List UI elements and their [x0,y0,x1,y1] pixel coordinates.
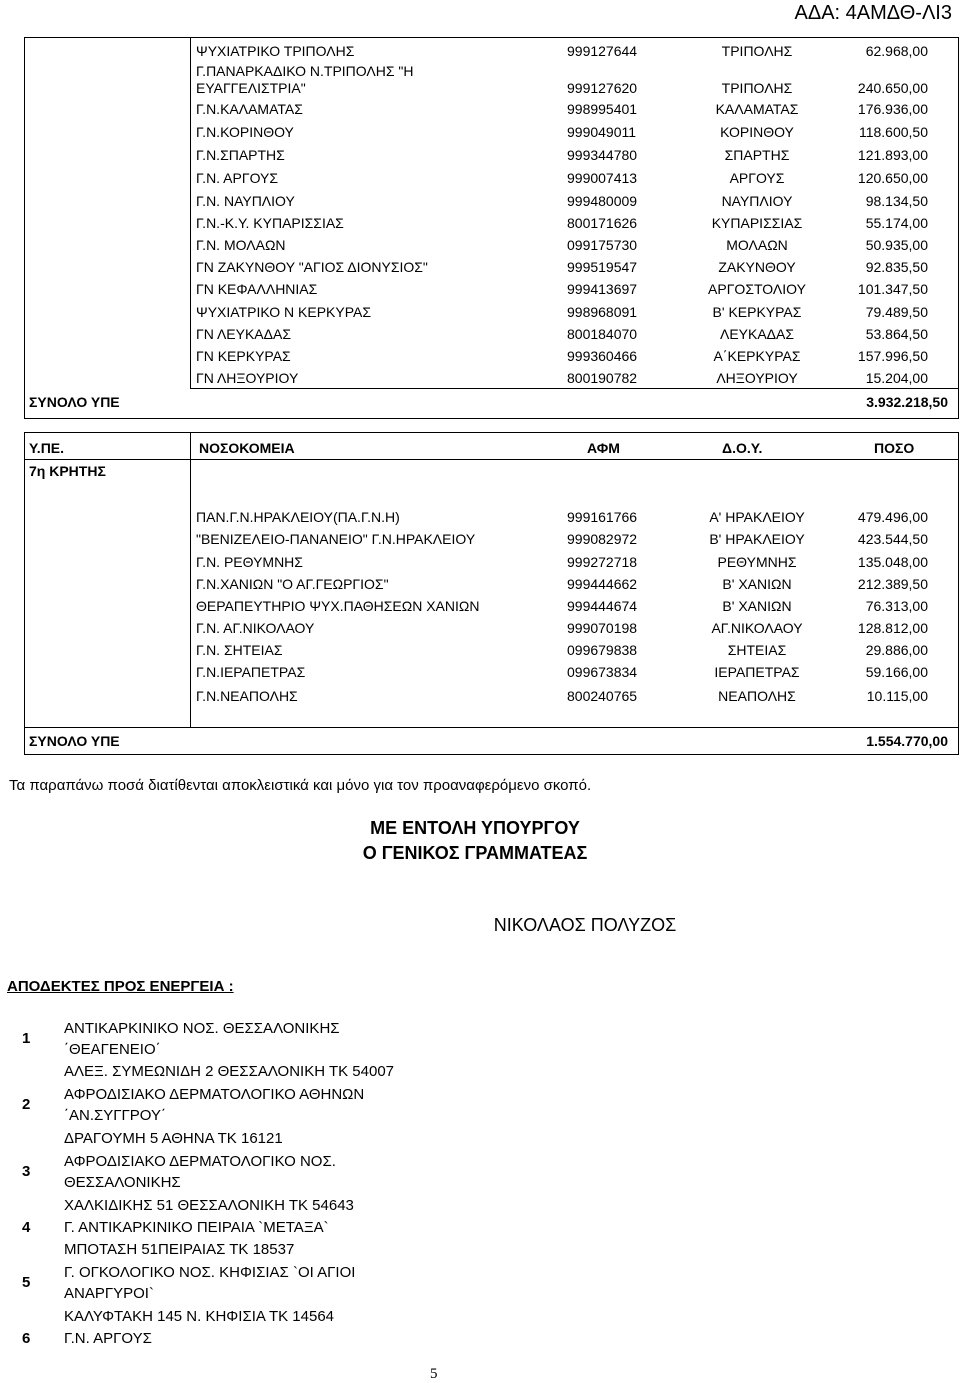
amount: 101.347,50 [857,281,928,297]
amount: 118.600,50 [858,124,928,140]
hospital-name-cont: ΕΥΑΓΓΕΛΙΣΤΡΙΑ" [196,80,306,96]
total-value: 3.932.218,50 [866,394,948,410]
recipient-number: 3 [22,1163,31,1180]
hospital-name: Γ.Ν.-Κ.Υ. ΚΥΠΑΡΙΣΣΙΑΣ [196,215,344,231]
amount: 240.650,00 [857,80,928,96]
col-header-ype: Υ.ΠΕ. [29,440,65,456]
hospital-name: ΠΑΝ.Γ.Ν.ΗΡΑΚΛΕΙΟΥ(ΠΑ.Γ.Ν.Η) [196,509,400,525]
doy: ΑΡΓΟΥΣ [729,170,785,186]
afm: 999049011 [567,124,637,140]
afm: 999127644 [567,43,638,59]
doy: ΝΑΥΠΛΙΟΥ [721,193,793,209]
doy: Β' ΧΑΝΙΩΝ [722,598,792,614]
hospital-name: ΨΥΧΙΑΤΡΙΚΟ ΤΡΙΠΟΛΗΣ [196,43,355,59]
recipient-line: ΑΝΤΙΚΑΡΚΙΝΙΚΟ ΝΟΣ. ΘΕΣΣΑΛΟΝΙΚΗΣ [64,1020,340,1037]
doy: ΣΠΑΡΤΗΣ [724,147,790,163]
total-value: 1.554.770,00 [866,733,948,749]
total-label: ΣΥΝΟΛΟ ΥΠΕ [29,394,120,410]
recipient-number: 2 [22,1096,31,1113]
afm: 999360466 [567,348,638,364]
ada-code: ΑΔΑ: 4ΑΜΔΘ-ΛΙ3 [794,2,952,24]
amount: 55.174,00 [865,215,928,231]
total-label: ΣΥΝΟΛΟ ΥΠΕ [29,733,120,749]
hospital-name: Γ.Ν.ΙΕΡΑΠΕΤΡΑΣ [196,664,306,680]
doy: ΝΕΑΠΟΛΗΣ [718,688,796,704]
signatory-name: ΝΙΚΟΛΑΟΣ ΠΟΛΥΖΟΣ [493,915,677,935]
afm: 800240765 [567,688,638,704]
recipient-line: ΄ΘΕΑΓΕΝΕΙΟ΄ [64,1041,161,1058]
doy: ΚΟΡΙΝΘΟΥ [720,124,794,140]
hospital-name: ΓΝ ΖΑΚΥΝΘΟΥ "ΑΓΙΟΣ ΔΙΟΝΥΣΙΟΣ" [196,259,428,275]
hospital-name: Γ.ΠΑΝΑΡΚΑΔΙΚΟ Ν.ΤΡΙΠΟΛΗΣ "Η [196,63,414,79]
doy: ΜΟΛΑΩΝ [726,237,788,253]
hospital-name: Γ.Ν.ΝΕΑΠΟΛΗΣ [196,688,298,704]
doy: ΙΕΡΑΠΕΤΡΑΣ [714,664,800,680]
doy: ΣΗΤΕΙΑΣ [727,642,787,658]
allocation-note: Τα παραπάνω ποσά διατίθενται αποκλειστικά και μόνο για τον προαναφερόμενο σκοπό. [9,777,592,794]
afm: 800190782 [567,370,638,386]
hospital-name: Γ.Ν. ΑΡΓΟΥΣ [196,170,278,186]
afm: 999161766 [567,509,638,525]
afm: 999127620 [567,80,638,96]
recipient-address: ΔΡΑΓΟΥΜΗ 5 ΑΘΗΝΑ ΤΚ 16121 [64,1130,283,1147]
amount: 79.489,50 [865,304,928,320]
hospital-name: Γ.Ν.ΣΠΑΡΤΗΣ [196,147,285,163]
doy: ΑΓ.ΝΙΚΟΛΑΟΥ [711,620,803,636]
hospital-name: Γ.Ν. ΝΑΥΠΛΙΟΥ [196,193,295,209]
hospital-name: ΓΝ ΛΕΥΚΑΔΑΣ [196,326,291,342]
amount: 128.812,00 [857,620,928,636]
doy: ΖΑΚΥΝΘΟΥ [718,259,796,275]
afm: 999444662 [567,576,638,592]
doy: Β' ΚΕΡΚΥΡΑΣ [712,304,802,320]
doy: Β' ΗΡΑΚΛΕΙΟΥ [709,531,805,547]
doy: ΛΗΞΟΥΡΙΟΥ [716,370,798,386]
doy: ΚΥΠΑΡΙΣΣΙΑΣ [711,215,803,231]
hospital-name: Γ.Ν.ΧΑΝΙΩΝ "Ο ΑΓ.ΓΕΩΡΓΙΟΣ" [196,576,389,592]
amount: 59.166,00 [865,664,928,680]
doy: ΤΡΙΠΟΛΗΣ [721,80,793,96]
doy: ΚΑΛΑΜΑΤΑΣ [715,101,799,117]
hospital-name: ΘΕΡΑΠΕΥΤΗΡΙΟ ΨΥΧ.ΠΑΘΗΣΕΩΝ ΧΑΝΙΩΝ [196,598,480,614]
amount: 479.496,00 [857,509,928,525]
hospital-name: Γ.Ν.ΚΟΡΙΝΘΟΥ [196,124,294,140]
col-header-afm: ΑΦΜ [587,440,620,456]
afm: 999444674 [567,598,638,614]
recipient-number: 5 [22,1274,31,1291]
afm: 099175730 [567,237,638,253]
amount: 92.835,50 [865,259,928,275]
recipient-number: 1 [22,1030,31,1047]
doy: ΡΕΘΥΜΝΗΣ [717,554,797,570]
recipient-address: ΚΑΛΥΦΤΑΚΗ 145 Ν. ΚΗΦΙΣΙΑ ΤΚ 14564 [64,1308,334,1325]
afm: 999070198 [567,620,638,636]
amount: 423.544,50 [857,531,928,547]
afm: 800184070 [567,326,638,342]
recipient-line: ΄ΑΝ.ΣΥΓΓΡΟΥ΄ [64,1107,166,1124]
amount: 176.936,00 [857,101,928,117]
hospital-name: Γ.Ν. ΣΗΤΕΙΑΣ [196,642,283,658]
amount: 62.968,00 [865,43,928,59]
hospital-name: ΨΥΧΙΑΤΡΙΚΟ Ν ΚΕΡΚΥΡΑΣ [196,304,372,320]
amount: 121.893,00 [857,147,928,163]
recipients-title: ΑΠΟΔΕΚΤΕΣ ΠΡΟΣ ΕΝΕΡΓΕΙΑ : [7,978,234,995]
afm: 999519547 [567,259,638,275]
hospital-name: ΓΝ ΚΕΦΑΛΛΗΝΙΑΣ [196,281,318,297]
afm: 999272718 [567,554,638,570]
table-2-header-line [24,459,959,460]
afm: 999082972 [567,531,638,547]
col-header-amount: ΠΟΣΟ [874,440,915,456]
recipient-number: 6 [22,1330,31,1347]
afm: 999413697 [567,281,638,297]
col-header-doy: Δ.Ο.Υ. [722,440,763,456]
afm: 999007413 [567,170,638,186]
hospital-name: "ΒΕΝΙΖΕΛΕΙΟ-ΠΑΝΑΝΕΙΟ" Γ.Ν.ΗΡΑΚΛΕΙΟΥ [196,531,476,547]
doy: Β' ΧΑΝΙΩΝ [722,576,792,592]
hospital-name: Γ.Ν. ΜΟΛΑΩΝ [196,237,286,253]
doy: ΑΡΓΟΣΤΟΛΙΟΥ [708,281,806,297]
amount: 98.134,50 [865,193,928,209]
recipient-line: ΑΦΡΟΔΙΣΙΑΚΟ ΔΕΡΜΑΤΟΛΟΓΙΚΟ ΑΘΗΝΩΝ [64,1086,365,1103]
amount: 50.935,00 [865,237,928,253]
recipient-address: ΜΠΟΤΑΣΗ 51ΠΕΙΡΑΙΑΣ ΤΚ 18537 [64,1241,295,1258]
table-2-total-line [24,727,959,728]
doy: ΛΕΥΚΑΔΑΣ [719,326,795,342]
doy: ΤΡΙΠΟΛΗΣ [721,43,793,59]
afm: 998968091 [567,304,638,320]
page-number: 5 [430,1366,438,1382]
signature-line-2: Ο ΓΕΝΙΚΟΣ ΓΡΑΜΜΑΤΕΑΣ [362,843,588,863]
recipient-line: ΘΕΣΣΑΛΟΝΙΚΗΣ [64,1174,181,1191]
hospital-name: Γ.Ν.ΚΑΛΑΜΑΤΑΣ [196,101,303,117]
doy: Α΄ΚΕΡΚΥΡΑΣ [713,348,801,364]
recipient-line: Γ. ΟΓΚΟΛΟΓΙΚΟ ΝΟΣ. ΚΗΦΙΣΙΑΣ `ΟΙ ΑΓΙΟΙ [64,1264,356,1281]
afm: 099673834 [567,664,638,680]
hospital-name: Γ.Ν. ΑΓ.ΝΙΚΟΛΑΟΥ [196,620,315,636]
hospital-name: ΓΝ ΛΗΞΟΥΡΙΟΥ [196,370,299,386]
recipient-address: ΧΑΛΚΙΔΙΚΗΣ 51 ΘΕΣΣΑΛΟΝΙΚΗ ΤΚ 54643 [64,1197,354,1214]
amount: 15.204,00 [865,370,928,386]
table-2-border [24,432,959,755]
amount: 135.048,00 [857,554,928,570]
amount: 53.864,50 [865,326,928,342]
afm: 800171626 [567,215,638,231]
recipient-line: ΑΝΑΡΓΥΡΟΙ` [64,1285,154,1302]
table-1-divider [190,37,191,388]
signature-line-1: ΜΕ ΕΝΤΟΛΗ ΥΠΟΥΡΓΟΥ [370,818,580,838]
col-header-hospitals: ΝΟΣΟΚΟΜΕΙΑ [199,440,295,456]
afm: 998995401 [567,101,638,117]
amount: 212.389,50 [857,576,928,592]
hospital-name: Γ.Ν. ΡΕΘΥΜΝΗΣ [196,554,303,570]
amount: 120.650,00 [857,170,928,186]
table-2-divider [190,432,191,727]
amount: 29.886,00 [865,642,928,658]
region-label: 7η ΚΡΗΤΗΣ [29,463,106,479]
amount: 157.996,50 [857,348,928,364]
afm: 999344780 [567,147,638,163]
afm: 099679838 [567,642,638,658]
afm: 999480009 [567,193,638,209]
amount: 76.313,00 [865,598,928,614]
recipient-line: ΑΦΡΟΔΙΣΙΑΚΟ ΔΕΡΜΑΤΟΛΟΓΙΚΟ ΝΟΣ. [64,1153,336,1170]
recipient-number: 4 [22,1219,31,1236]
hospital-name: ΓΝ ΚΕΡΚΥΡΑΣ [196,348,291,364]
doy: Α' ΗΡΑΚΛΕΙΟΥ [709,509,805,525]
table-1-divider [190,388,959,389]
recipient-address: ΑΛΕΞ. ΣΥΜΕΩΝΙΔΗ 2 ΘΕΣΣΑΛΟΝΙΚΗ ΤΚ 54007 [64,1063,395,1080]
recipient-line: Γ. ΑΝΤΙΚΑΡΚΙΝΙΚΟ ΠΕΙΡΑΙΑ `ΜΕΤΑΞΑ` [64,1219,329,1236]
amount: 10.115,00 [866,688,928,704]
recipient-line: Γ.Ν. ΑΡΓΟΥΣ [64,1330,152,1347]
